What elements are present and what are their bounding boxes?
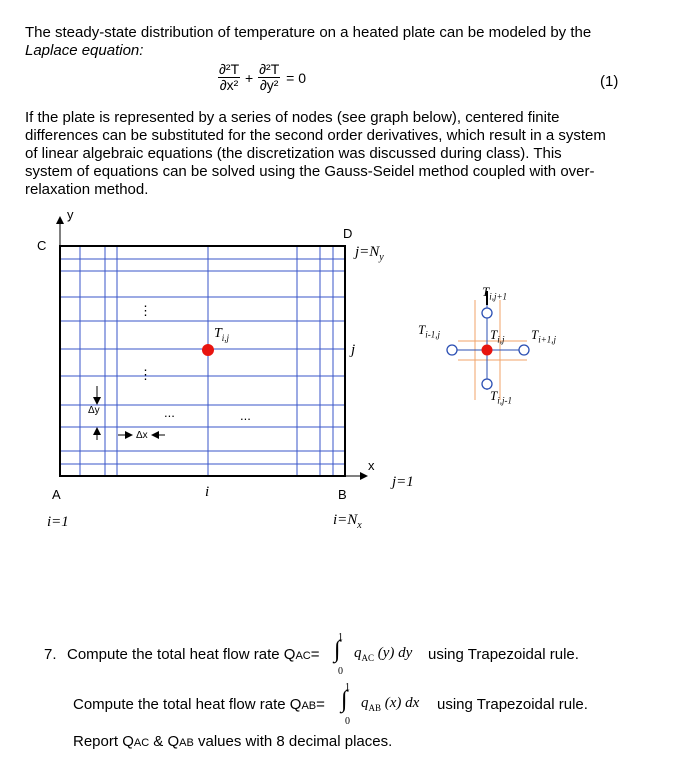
i-eq-1-label: i=1 — [47, 514, 69, 530]
denominator-2: ∂y² — [259, 77, 279, 93]
delta-y-label: Δy — [88, 405, 100, 416]
question-line-1-end: using Trapezoidal rule. — [428, 646, 579, 663]
corner-label-c: C — [37, 238, 47, 253]
stencil-right-label: $T_{i+1,j}$ — [531, 327, 557, 345]
i-eq-nx-label: $i=N_x$ — [333, 512, 362, 531]
ac-integrand: $q_{AC}$ (y) dy — [354, 645, 413, 663]
vertical-dots-1: ⋮ — [139, 303, 152, 318]
question-line-2-end: using Trapezoidal rule. — [437, 696, 588, 713]
question-line-2: Compute the total heat flow rate QAB= — [73, 696, 325, 713]
plate-border — [60, 246, 345, 476]
i-label: i — [205, 484, 210, 500]
equals-zero: = 0 — [286, 69, 306, 86]
ab-lower-limit: 0 — [345, 716, 350, 727]
paragraph-line-2: differences can be substituted for the second order derivatives, which result in a system — [25, 127, 606, 144]
d2T-dy2-fraction — [258, 62, 280, 93]
stencil-bottom-label: $T_{i,j-1}$ — [490, 388, 512, 406]
paragraph-line-5: relaxation method. — [25, 181, 149, 198]
corner-label-d: D — [343, 226, 353, 241]
y-axis-label: y — [67, 207, 74, 222]
stencil-top-label: $T_{i,j+1}$ — [482, 284, 508, 302]
j-eq-1-label: j=1 — [392, 474, 414, 490]
ab-integral-sign: ∫ — [341, 687, 348, 713]
ab-integrand: $q_{AB}$ (x) dx — [361, 695, 420, 713]
j-eq-ny-label: $j=N_y$ — [355, 244, 384, 263]
question-number: 7. — [44, 646, 57, 663]
plus-sign: + — [245, 69, 254, 86]
grid-lines — [60, 246, 345, 476]
denominator-1: ∂x² — [219, 77, 239, 93]
ac-upper-limit: 1 — [338, 632, 343, 643]
node-ti-j — [202, 344, 214, 356]
vertical-dots-2: ⋮ — [139, 367, 152, 382]
horizontal-dots-2: ... — [240, 408, 251, 423]
stencil-center-node — [482, 345, 493, 356]
delta-x-label: Δx — [136, 430, 148, 441]
question-line-3: Report QAC & QAB values with 8 decimal places. — [73, 733, 393, 750]
horizontal-dots-1: ... — [164, 405, 175, 420]
numerator-1: ∂²T — [219, 61, 240, 77]
j-label: j — [351, 342, 356, 358]
question-line-1: Compute the total heat flow rate QAC= — [67, 646, 320, 663]
equation-number: (1) — [600, 73, 619, 90]
stencil-right-node — [519, 345, 529, 355]
node-label: $T_{i,j}$ — [214, 326, 230, 343]
ac-integral-sign: ∫ — [334, 637, 341, 663]
d2T-dx2-fraction — [218, 62, 240, 93]
ac-lower-limit: 0 — [338, 666, 343, 677]
x-axis-label: x — [368, 458, 375, 473]
stencil-center-label: $T_{i,j}$ — [490, 327, 505, 345]
stencil-left-node — [447, 345, 457, 355]
numerator-2: ∂²T — [259, 61, 280, 77]
ab-upper-limit: 1 — [345, 682, 350, 693]
corner-label-b: B — [338, 487, 347, 502]
intro-line-1: The steady-state distribution of temperature on a heated plate can be modeled by the — [25, 24, 592, 41]
stencil-left-label: $T_{i-1,j}$ — [418, 322, 440, 340]
corner-label-a: A — [52, 487, 61, 502]
paragraph-line-1: If the plate is represented by a series of nodes (see graph below), centered finite — [25, 109, 560, 126]
paragraph-line-3: of linear algebraic equations (the discretization was discussed during class). This — [25, 145, 562, 162]
laplace-equation — [218, 62, 306, 93]
intro-line-2: Laplace equation: — [25, 42, 144, 59]
five-point-stencil — [447, 291, 529, 400]
paragraph-line-4: system of equations can be solved using the Gauss-Seidel method coupled with over- — [25, 163, 595, 180]
plate-grid-diagram — [0, 200, 700, 760]
stencil-top-node — [482, 308, 492, 318]
